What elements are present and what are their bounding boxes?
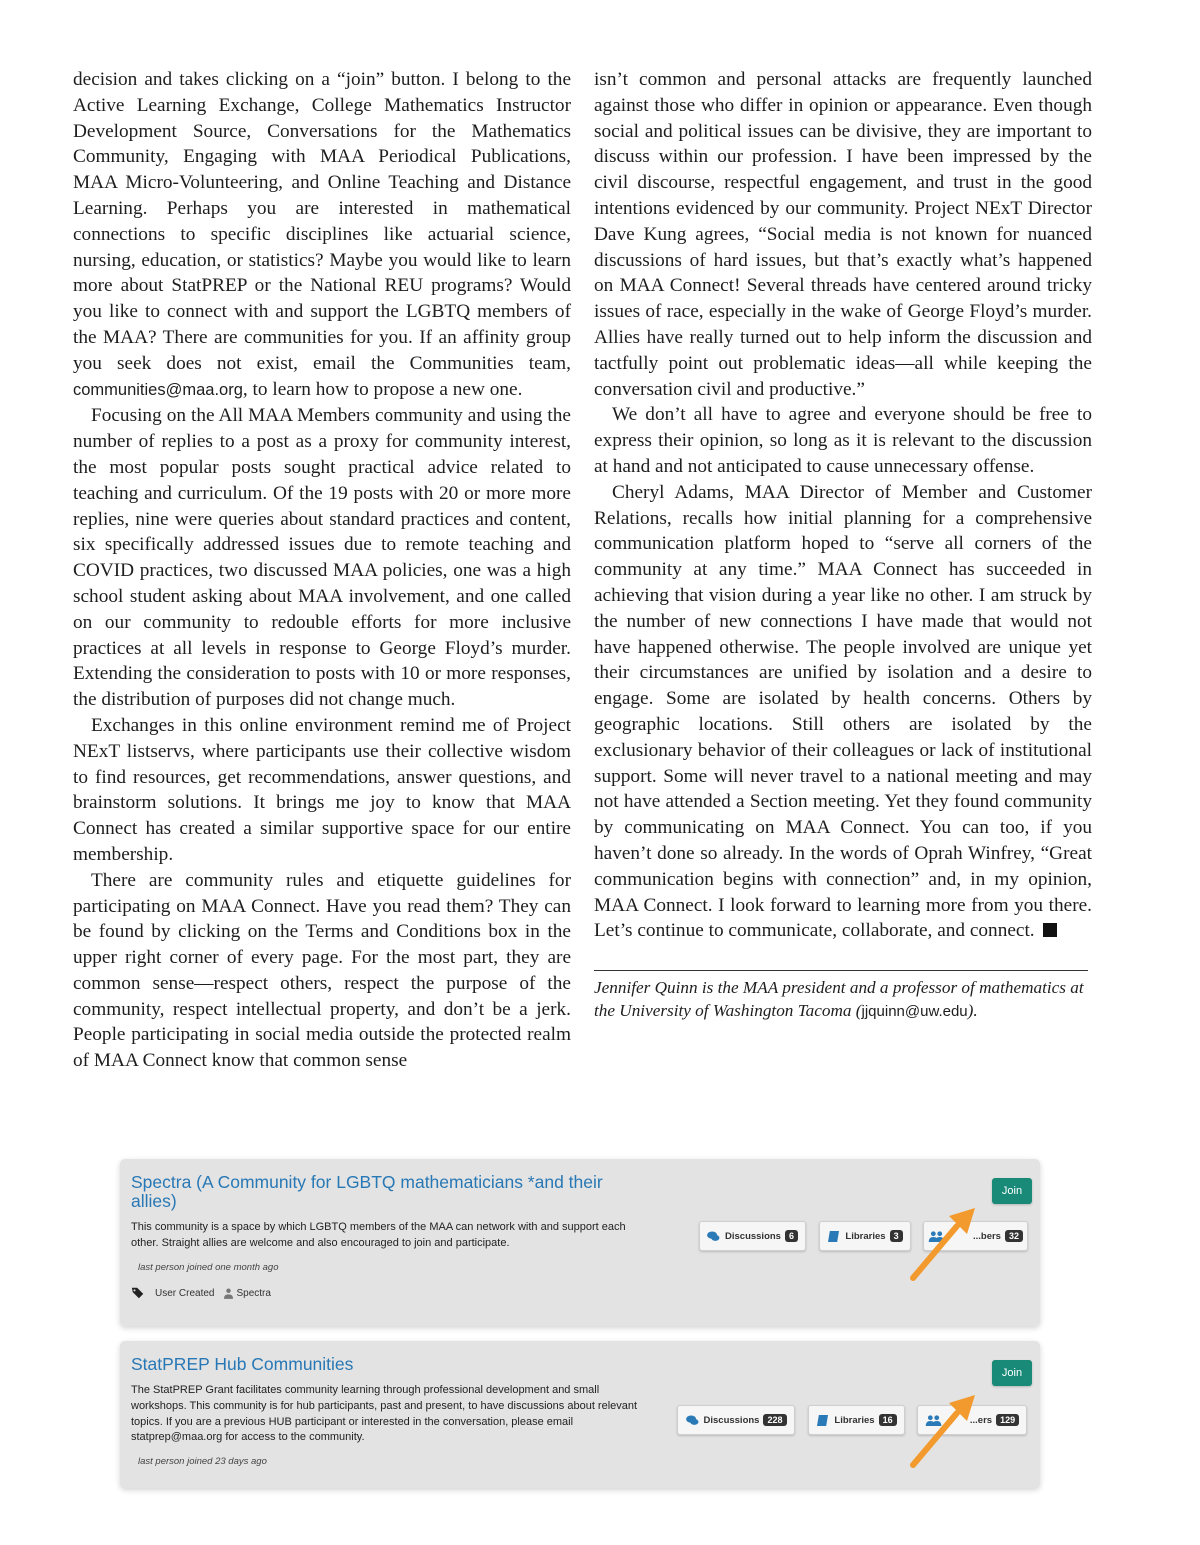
last-joined: last person joined 23 days ago [138,1456,267,1467]
last-joined: last person joined one month ago [138,1262,279,1273]
tag-row [131,1286,271,1300]
paragraph: There are community rules and etiquette guidelines for participating on MAA Connect. Have you read them? They can be found by clicking on the Terms and Conditions box in the upper right corner of every page. For the most part, they are common sense—respect others, respect the purpose of the community, respect intellectual property, and don’t be a jerk. People participating in social media outside the protected realm of MAA Connect know that common sense [73,869,571,1072]
paragraph: isn’t common and personal attacks are frequently launched against those who differ in opinion or appearance. Even though social and political issues can be divisive, they are important to discuss within our profession. I have been impressed by the civil discourse, respectful engagement, and trust in the good intentions evidenced by our community. Project NExT Director Dave Kung agrees, “Social media is not known for nuanced discussions of hard issues, but that’s exactly what’s happened on MAA Connect! Several threads have centered around tricky issues of race, especially in the wake of George Floyd’s murder. Allies have really turned out to help inform the discussion and tactfully point out problematic ideas—all while keeping the conversation civil and productive.” [594,69,1092,400]
join-button[interactable]: Join [992,1178,1032,1204]
paragraph: Exchanges in this online environment remind me of Project NExT listservs, where participants use their collective wisdom to find resources, get recommendations, answer questions, and brainstorm solutions. It brings me joy to know that MAA Connect has created a similar supportive space for our entire membership. [73,714,571,865]
left-column [73,67,571,1074]
end-mark [1043,923,1057,937]
person-icon [224,1288,233,1299]
arrow-pointer-icon [905,1391,985,1471]
community-description: The StatPREP Grant facilitates community learning through professional development and small workshops. This community is for hub participants, past and present, to have discussions about relevant topics. If you are a previous HUB participant or interested in the conversation, please email statprep@maa.org for access to the community. [131,1384,638,1444]
divider [594,970,1088,971]
paragraph: Cheryl Adams, MAA Director of Member and Customer Relations, recalls how initial planning for a comprehensive communication platform hoped to “serve all corners of the community at any time.” MAA Connect has succeeded in achieving that vision during a year like no other. I am struck by the number of new connections I have made that would not have happened otherwise. The people involved are unique yet their circumstances are unified by isolation and a desire to engage. Some are isolated by health concerns. Others by geographic locations. Still others are isolated by the exclusionary behavior of their colleagues or lack of institutional support. Some will never travel to a national meeting and may not have attended a Section meeting. Yet they found community by communicating on MAA Connect. You can too, if you haven’t done so already. In the words of Oprah Winfrey, “Great communication begins with connection” and, in my opinion, MAA Connect. I look forward to learning more from you there. Let’s continue to communicate, collaborate, and connect. [594,481,1092,942]
members-button[interactable]: ...ers 129 [917,1405,1027,1435]
right-column [594,67,1092,1023]
arrow-pointer-icon [905,1204,985,1284]
community-title[interactable]: Spectra (A Community for LGBTQ mathematicians *and their allies) [131,1172,603,1211]
chat-bubbles-icon [707,1231,720,1242]
community-card-spectra [120,1159,1040,1326]
discussions-button[interactable]: Discussions 6 [699,1221,806,1251]
author-bio: Jennifer Quinn is the MAA president and a professor of mathematics at the University of Washington Tacoma (jjquinn@uw.edu). [594,978,1084,1020]
tags-icon [131,1286,145,1300]
libraries-button[interactable]: Libraries 3 [819,1221,911,1251]
paragraph: Focusing on the All MAA Members community and using the number of replies to a post as a proxy for community interest, the most popular posts sought practical advice related to teaching and curriculum. Of the 19 posts with 20 or more more replies, nine were queries about standard practices and content, six specifically addressed issues due to remote teaching and COVID practices, two discussed MAA policies, one was a high school student asking about MAA involvement, and one called on our community to redouble efforts for more inclusive practices at all levels in response to George Floyd’s murder. Extending the consideration to posts with 10 or more responses, the distribution of purposes did not change much. [73,405,571,711]
community-title[interactable]: StatPREP Hub Communities [131,1354,354,1374]
join-button[interactable]: Join [992,1360,1032,1386]
bio-email[interactable]: jjquinn@uw.edu [861,1002,968,1020]
paragraph: We don’t all have to agree and everyone should be free to express their opinion, so long as it is relevant to the discussion at hand and not anticipated to cause unnecessary offense. [594,404,1092,477]
email-link[interactable]: communities@maa.org [73,380,243,399]
tag-owner[interactable]: Spectra [236,1287,271,1299]
libraries-button[interactable]: Libraries 16 [808,1405,905,1435]
community-card-statprep [120,1341,1040,1488]
chat-bubbles-icon [686,1415,699,1426]
paragraph: decision and takes clicking on a “join” button. I belong to the Active Learning Exchange, College Mathematics Instructor Development Source, Conversations for the Mathematics Community, Engaging with MAA Periodical Publications, MAA Micro-Volunteering, and Online Teaching and Distance Learning. Perhaps you are interested in mathematical connections to specific disciplines like actuarial science, nursing, education, or statistics? Maybe you would like to learn more about StatPREP or the National REU programs? Would you like to connect with and support the LGBTQ members of the MAA? There are communities for you. If an affinity group you seek does not exist, email the Communities team, communities@maa.org, to learn how to propose a new one. [73,69,571,400]
community-description: This community is a space by which LGBTQ members of the MAA can network with and support each other. Straight allies are welcome and also encouraged to join and participate. [131,1221,626,1249]
members-button[interactable]: ...bers 32 [923,1221,1028,1251]
book-icon [827,1231,840,1242]
discussions-button[interactable]: Discussions 228 [677,1405,795,1435]
tag-user-created: User Created [155,1287,215,1299]
book-icon [816,1415,829,1426]
